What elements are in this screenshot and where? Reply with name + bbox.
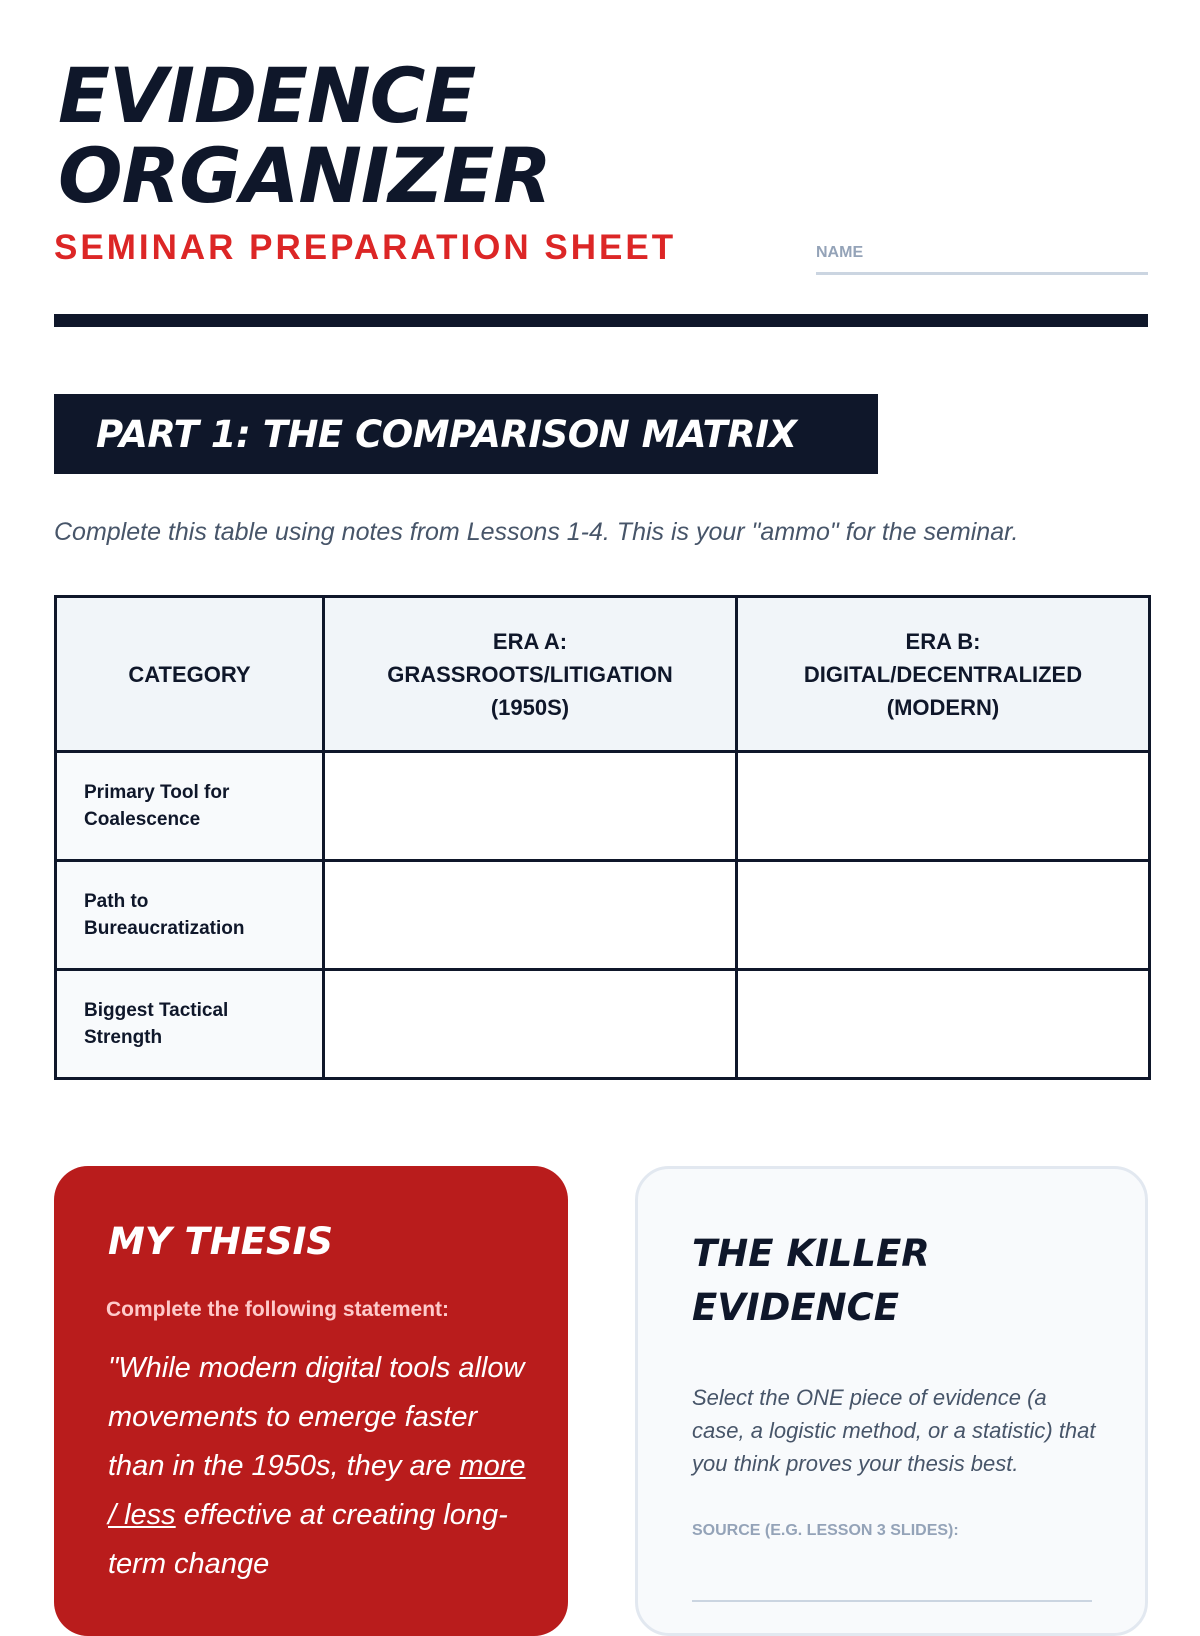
category-text: Path to [84,891,149,912]
era-b-name: DIGITAL/DECENTRALIZED [803,661,1083,687]
evidence-title-line-2: EVIDENCE [692,1286,900,1329]
row-category-tactical-strength [56,970,324,1079]
thesis-title: MY THESIS [108,1220,334,1263]
evidence-instruction: Select the ONE piece of evidence (a case, a logistic method, or a statistic) that you think proves your thesis best. [692,1385,1096,1476]
source-label: SOURCE (E.G. LESSON 3 SLIDES): [692,1522,959,1539]
evidence-title-line-1: THE KILLER [692,1232,930,1275]
evidence-card [635,1166,1148,1636]
thesis-statement-end: effective at creating long-term change [108,1499,508,1580]
column-header-category-text: CATEGORY [128,661,251,687]
comparison-matrix [54,595,1151,1080]
cell-era-a-bureaucratization[interactable] [324,861,737,970]
era-b-label: ERA B: [905,628,981,654]
table-row [56,970,1150,1079]
thesis-statement-start: "While modern digital tools allow movements to emerge faster than in the 1950s, they are [108,1352,525,1482]
evidence-title [692,1227,1105,1335]
worksheet-page [54,0,1148,1600]
name-label: NAME [816,244,864,261]
era-a-period: (1950S) [490,694,570,720]
page-title [58,51,551,220]
category-text: Primary Tool for [84,782,230,803]
cell-era-b-primary-tool[interactable] [737,752,1150,861]
category-text: Strength [84,1027,163,1048]
column-header-category [56,597,324,752]
header-divider [54,314,1148,327]
thesis-statement [108,1344,528,1589]
cell-era-b-tactical-strength[interactable] [737,970,1150,1079]
thesis-choice[interactable]: more / less [108,1450,526,1531]
matrix-header-row [56,597,1150,752]
title-line-2: ORGANIZER [58,131,551,220]
category-text: Bureaucratization [84,918,245,939]
cell-era-a-tactical-strength[interactable] [324,970,737,1079]
name-field[interactable] [816,244,1148,275]
cell-era-a-primary-tool[interactable] [324,752,737,861]
era-a-name: GRASSROOTS/LITIGATION [387,661,673,687]
column-header-era-a [324,597,737,752]
thesis-instruction: Complete the following statement: [106,1298,450,1321]
part1-banner [54,394,878,474]
column-header-era-b [737,597,1150,752]
part1-instructions: Complete this table using notes from Lessons 1-4. This is your "ammo" for the seminar. [54,518,1019,546]
table-row [56,861,1150,970]
title-line-1: EVIDENCE [58,51,476,140]
page-subtitle: SEMINAR PREPARATION SHEET [54,228,677,267]
era-b-period: (MODERN) [886,694,1000,720]
category-text: Biggest Tactical [84,1000,229,1021]
era-a-label: ERA A: [492,628,568,654]
thesis-card [54,1166,568,1636]
row-category-bureaucratization [56,861,324,970]
part1-heading: PART 1: THE COMPARISON MATRIX [96,412,797,456]
cell-era-b-bureaucratization[interactable] [737,861,1150,970]
row-category-primary-tool [56,752,324,861]
category-text: Coalescence [84,809,201,830]
source-input-line[interactable] [692,1600,1092,1602]
table-row [56,752,1150,861]
